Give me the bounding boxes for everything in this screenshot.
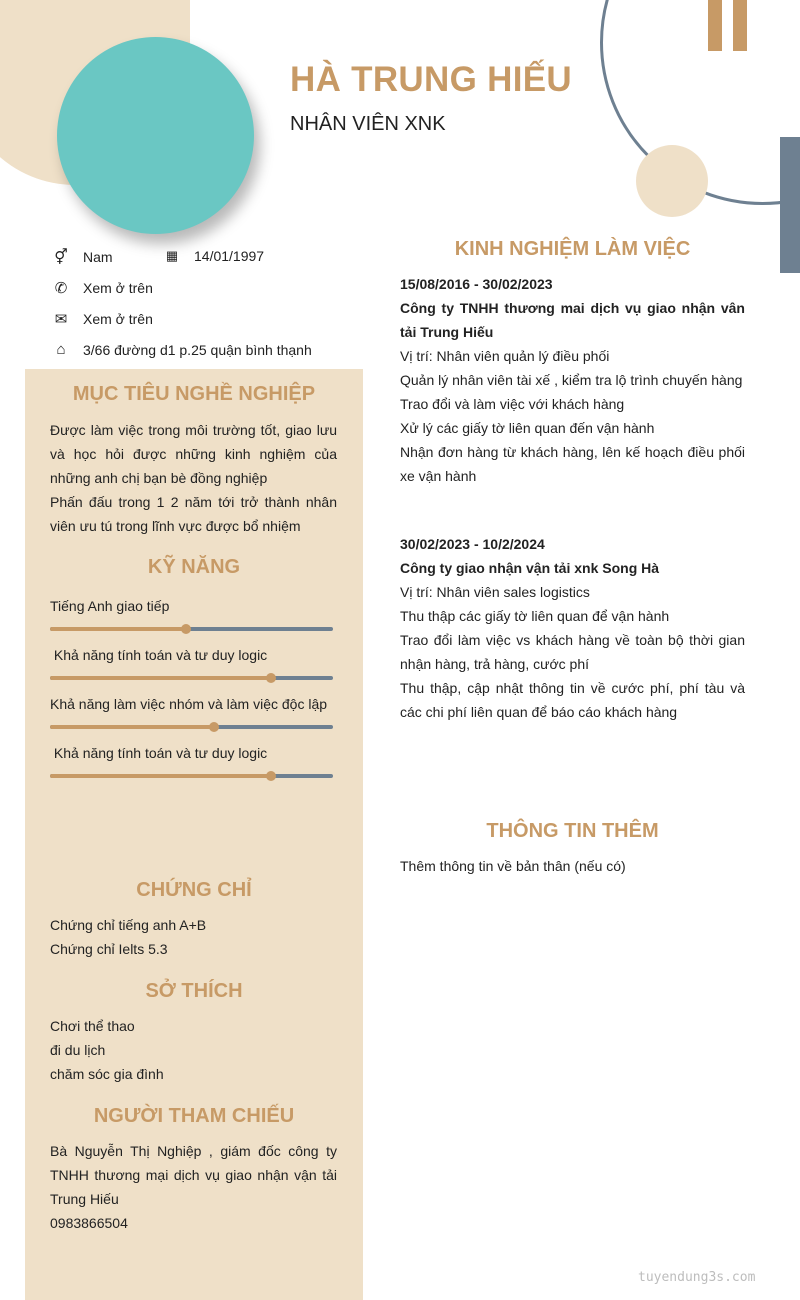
contact-phone <box>50 279 153 297</box>
job-role: Vị trí: Nhân viên sales logistics <box>400 584 590 600</box>
job-role: Vị trí: Nhân viên quản lý điều phối <box>400 348 610 364</box>
decor-side-bar <box>780 137 800 273</box>
address-value: 3/66 đường d1 p.25 quận bình thạnh <box>83 341 312 358</box>
decor-bar-left <box>708 0 722 51</box>
job-company: Công ty TNHH thương mai dịch vụ giao nhận vân tải Trung Hiếu <box>400 300 745 340</box>
watermark: tuyendung3s.com <box>638 1270 756 1285</box>
job-duty: Xử lý các giấy tờ liên quan đến vận hành <box>400 420 655 436</box>
home-icon: ⌂ <box>56 341 66 358</box>
certificate-item: Chứng chỉ Ielts 5.3 <box>50 941 168 957</box>
gender-icon: ⚥ <box>54 249 68 266</box>
hobbies-title: SỞ THÍCH <box>145 980 243 1002</box>
skill-label: Khả năng làm việc nhóm và làm việc độc lập <box>50 696 328 712</box>
objective-text <box>50 418 337 538</box>
job-duty: Thu thập, cập nhật thông tin về cước phí, phí tàu và các chi phí liên quan để báo cáo khách hàng <box>400 680 745 720</box>
birthday-value: 14/01/1997 <box>194 248 265 264</box>
email-value: Xem ở trên <box>83 311 153 327</box>
hobby-item: đi du lịch <box>50 1042 106 1058</box>
references-title: NGƯỜI THAM CHIẾU <box>93 1105 295 1127</box>
additional-text: Thêm thông tin về bản thân (nếu có) <box>400 858 626 874</box>
skill-bar <box>50 725 333 729</box>
hobby-item: chăm sóc gia đình <box>50 1066 164 1082</box>
skill-label: Khả năng tính toán và tư duy logic <box>50 647 268 663</box>
skill-label: Tiếng Anh giao tiếp <box>50 598 170 614</box>
skill-bar <box>50 676 333 680</box>
avatar <box>57 37 254 234</box>
contact-birthday <box>161 248 264 264</box>
additional-title: THÔNG TIN THÊM <box>486 820 659 842</box>
hobbies-list <box>50 1014 337 1086</box>
job-duty: Quản lý nhân viên tài xế , kiểm tra lộ trình chuyến hàng <box>400 372 743 388</box>
email-icon: ✉ <box>54 311 68 328</box>
skill-bar <box>50 627 333 631</box>
skill-label: Khả năng tính toán và tư duy logic <box>50 745 268 761</box>
job-entry <box>400 532 745 724</box>
decor-dot <box>636 145 708 217</box>
experience-title: KINH NGHIỆM LÀM VIỆC <box>454 238 691 260</box>
references-text <box>50 1139 337 1235</box>
job-duty: Trao đổi và làm việc với khách hàng <box>400 396 625 412</box>
job-period: 15/08/2016 - 30/02/2023 <box>400 276 553 292</box>
contact-email <box>50 310 153 328</box>
objective-line: Phấn đấu trong 1 2 năm tới trở thành nhân viên ưu tú trong lĩnh vực được bổ nhiệm <box>50 494 337 534</box>
candidate-position: NHÂN VIÊN XNK <box>290 113 446 135</box>
job-period: 30/02/2023 - 10/2/2024 <box>400 536 545 552</box>
reference-person: Bà Nguyễn Thị Nghiệp , giám đốc công ty TNHH thương mại dịch vụ giao nhận vận tải Trung Hiếu <box>50 1143 337 1207</box>
skills-title: KỸ NĂNG <box>147 556 241 578</box>
objective-line: Được làm việc trong môi trường tốt, giao lưu và học hỏi được những kinh nghiệm của những anh chị bạn bè đồng nghiệp <box>50 422 337 486</box>
calendar-icon: ▦ <box>165 248 179 263</box>
contact-gender <box>50 248 113 266</box>
reference-phone: 0983866504 <box>50 1215 128 1231</box>
phone-value: Xem ở trên <box>83 280 153 296</box>
contact-address <box>50 341 312 358</box>
skill-bar <box>50 774 333 778</box>
candidate-name: HÀ TRUNG HIẾU <box>290 60 572 99</box>
job-duty: Nhận đơn hàng từ khách hàng, lên kế hoạch điều phối xe vận hành <box>400 444 745 484</box>
job-duty: Thu thập các giấy tờ liên quan để vận hành <box>400 608 670 624</box>
job-duty: Trao đổi làm việc vs khách hàng về toàn bộ thời gian nhận hàng, trả hàng, cước phí <box>400 632 745 672</box>
phone-icon: ✆ <box>54 280 68 297</box>
decor-bar-right <box>733 0 747 51</box>
gender-value: Nam <box>83 249 113 265</box>
certificates-title: CHỨNG CHỈ <box>136 879 252 901</box>
certificates-list <box>50 913 337 961</box>
objective-title: MỤC TIÊU NGHỀ NGHIỆP <box>72 383 316 405</box>
hobby-item: Chơi thể thao <box>50 1018 135 1034</box>
certificate-item: Chứng chỉ tiếng anh A+B <box>50 917 207 933</box>
job-company: Công ty giao nhận vận tải xnk Song Hà <box>400 560 660 576</box>
job-entry <box>400 272 745 488</box>
